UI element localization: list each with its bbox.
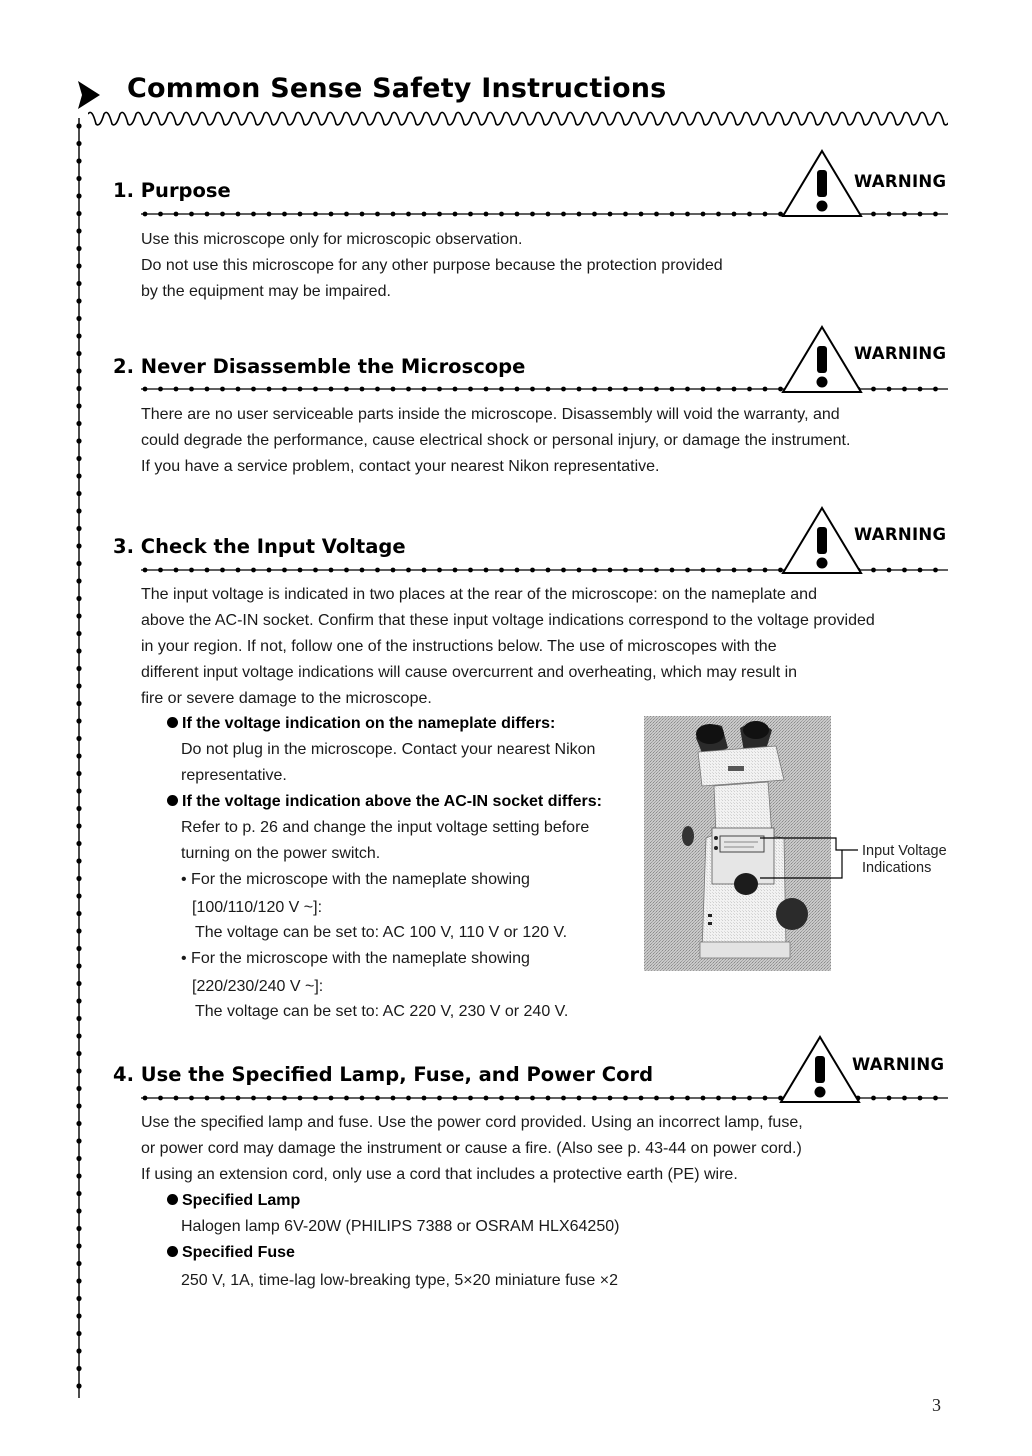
bullet-title: If the voltage indication above the AC-IN socket differs: [182,793,602,810]
page-title: Common Sense Safety Instructions [127,73,667,104]
section-2-body [141,402,850,480]
section-1-heading: 1. Purpose [113,179,231,202]
warning-label: WARNING [854,172,947,191]
warning-label: WARNING [854,344,947,363]
callout-leader-lines [760,836,870,886]
bullet-title: If the voltage indication on the nameplate differs: [182,715,556,732]
text-line: could degrade the performance, cause electrical shock or personal injury, or damage the instrument. [141,432,851,449]
text-line: by the equipment may be impaired. [141,283,391,300]
text-line: turning on the power switch. [181,845,381,862]
section-2-heading: 2. Never Disassemble the Microscope [113,355,526,378]
callout-line: Indications [862,860,932,876]
text-line: If you have a service problem, contact your nearest Nikon representative. [141,458,660,475]
section-4-body [141,1110,803,1188]
text-line: Do not use this microscope for any other purpose because the protection provided [141,257,723,274]
text-line: or power cord may damage the instrument or cause a fire. (Also see p. 43-44 on power cord.) [141,1140,802,1157]
warning-triangle-icon [778,1034,862,1104]
text-line: The voltage can be set to: AC 100 V, 110 V or 120 V. [195,924,568,941]
text-line: Use the specified lamp and fuse. Use the power cord provided. Using an incorrect lamp, fuse, [141,1114,803,1131]
section-1-body [141,227,723,305]
text-line: The input voltage is indicated in two places at the rear of the microscope: on the nameplate and [141,586,817,603]
sub-bullet-line: • For the microscope with the nameplate showing [181,950,530,967]
text-line: in your region. If not, follow one of the instructions below. The use of microscopes with the [141,638,777,655]
left-margin-dotted-rule [70,118,90,1398]
text-line: different input voltage indications will cause overcurrent and overheating, which may result in [141,664,798,681]
lamp-spec: Halogen lamp 6V-20W (PHILIPS 7388 or OSRAM HLX64250) [181,1218,620,1235]
voltage-rating: [220/230/240 V ~]: [192,978,324,995]
section-4-heading: 4. Use the Specified Lamp, Fuse, and Power Cord [113,1063,654,1086]
warning-triangle-icon [780,324,864,394]
text-line: Refer to p. 26 and change the input voltage setting before [181,819,590,836]
text-line: above the AC-IN socket. Confirm that these input voltage indications correspond to the voltage provided [141,612,875,629]
section-3-heading: 3. Check the Input Voltage [113,535,406,558]
text-line: If using an extension cord, only use a cord that includes a protective earth (PE) wire. [141,1166,738,1183]
input-voltage-callout [862,843,947,877]
bullet-heading [167,1240,295,1266]
text-line: representative. [181,767,287,784]
bullet-heading [167,1188,300,1214]
warning-triangle-icon [780,148,864,218]
text-line: fire or severe damage to the microscope. [141,690,432,707]
page-number: 3 [932,1395,941,1415]
warning-label: WARNING [852,1055,945,1074]
bullet-title: Specified Lamp [182,1192,301,1209]
bullet-icon [167,1194,178,1205]
section-3-body [141,582,875,712]
text-line: Do not plug in the microscope. Contact your nearest Nikon [181,741,596,758]
bullet-heading [167,711,555,737]
text-line: The voltage can be set to: AC 220 V, 230 V or 240 V. [195,1003,569,1020]
bullet-icon [167,717,178,728]
bullet-title: Specified Fuse [182,1244,295,1261]
warning-triangle-icon [780,505,864,575]
bullet-icon [167,1246,178,1257]
bullet-icon [167,795,178,806]
sub-bullet-line: • For the microscope with the nameplate showing [181,871,530,888]
bullet-heading [167,789,602,815]
callout-line: Input Voltage [862,843,947,859]
text-line: Use this microscope only for microscopic observation. [141,231,523,248]
title-wave-underline [88,106,948,130]
voltage-rating: [100/110/120 V ~]: [192,899,323,916]
fuse-spec: 250 V, 1A, time-lag low-breaking type, 5×20 miniature fuse ×2 [181,1272,618,1289]
text-line: There are no user serviceable parts inside the microscope. Disassembly will void the warranty, and [141,406,840,423]
warning-label: WARNING [854,525,947,544]
